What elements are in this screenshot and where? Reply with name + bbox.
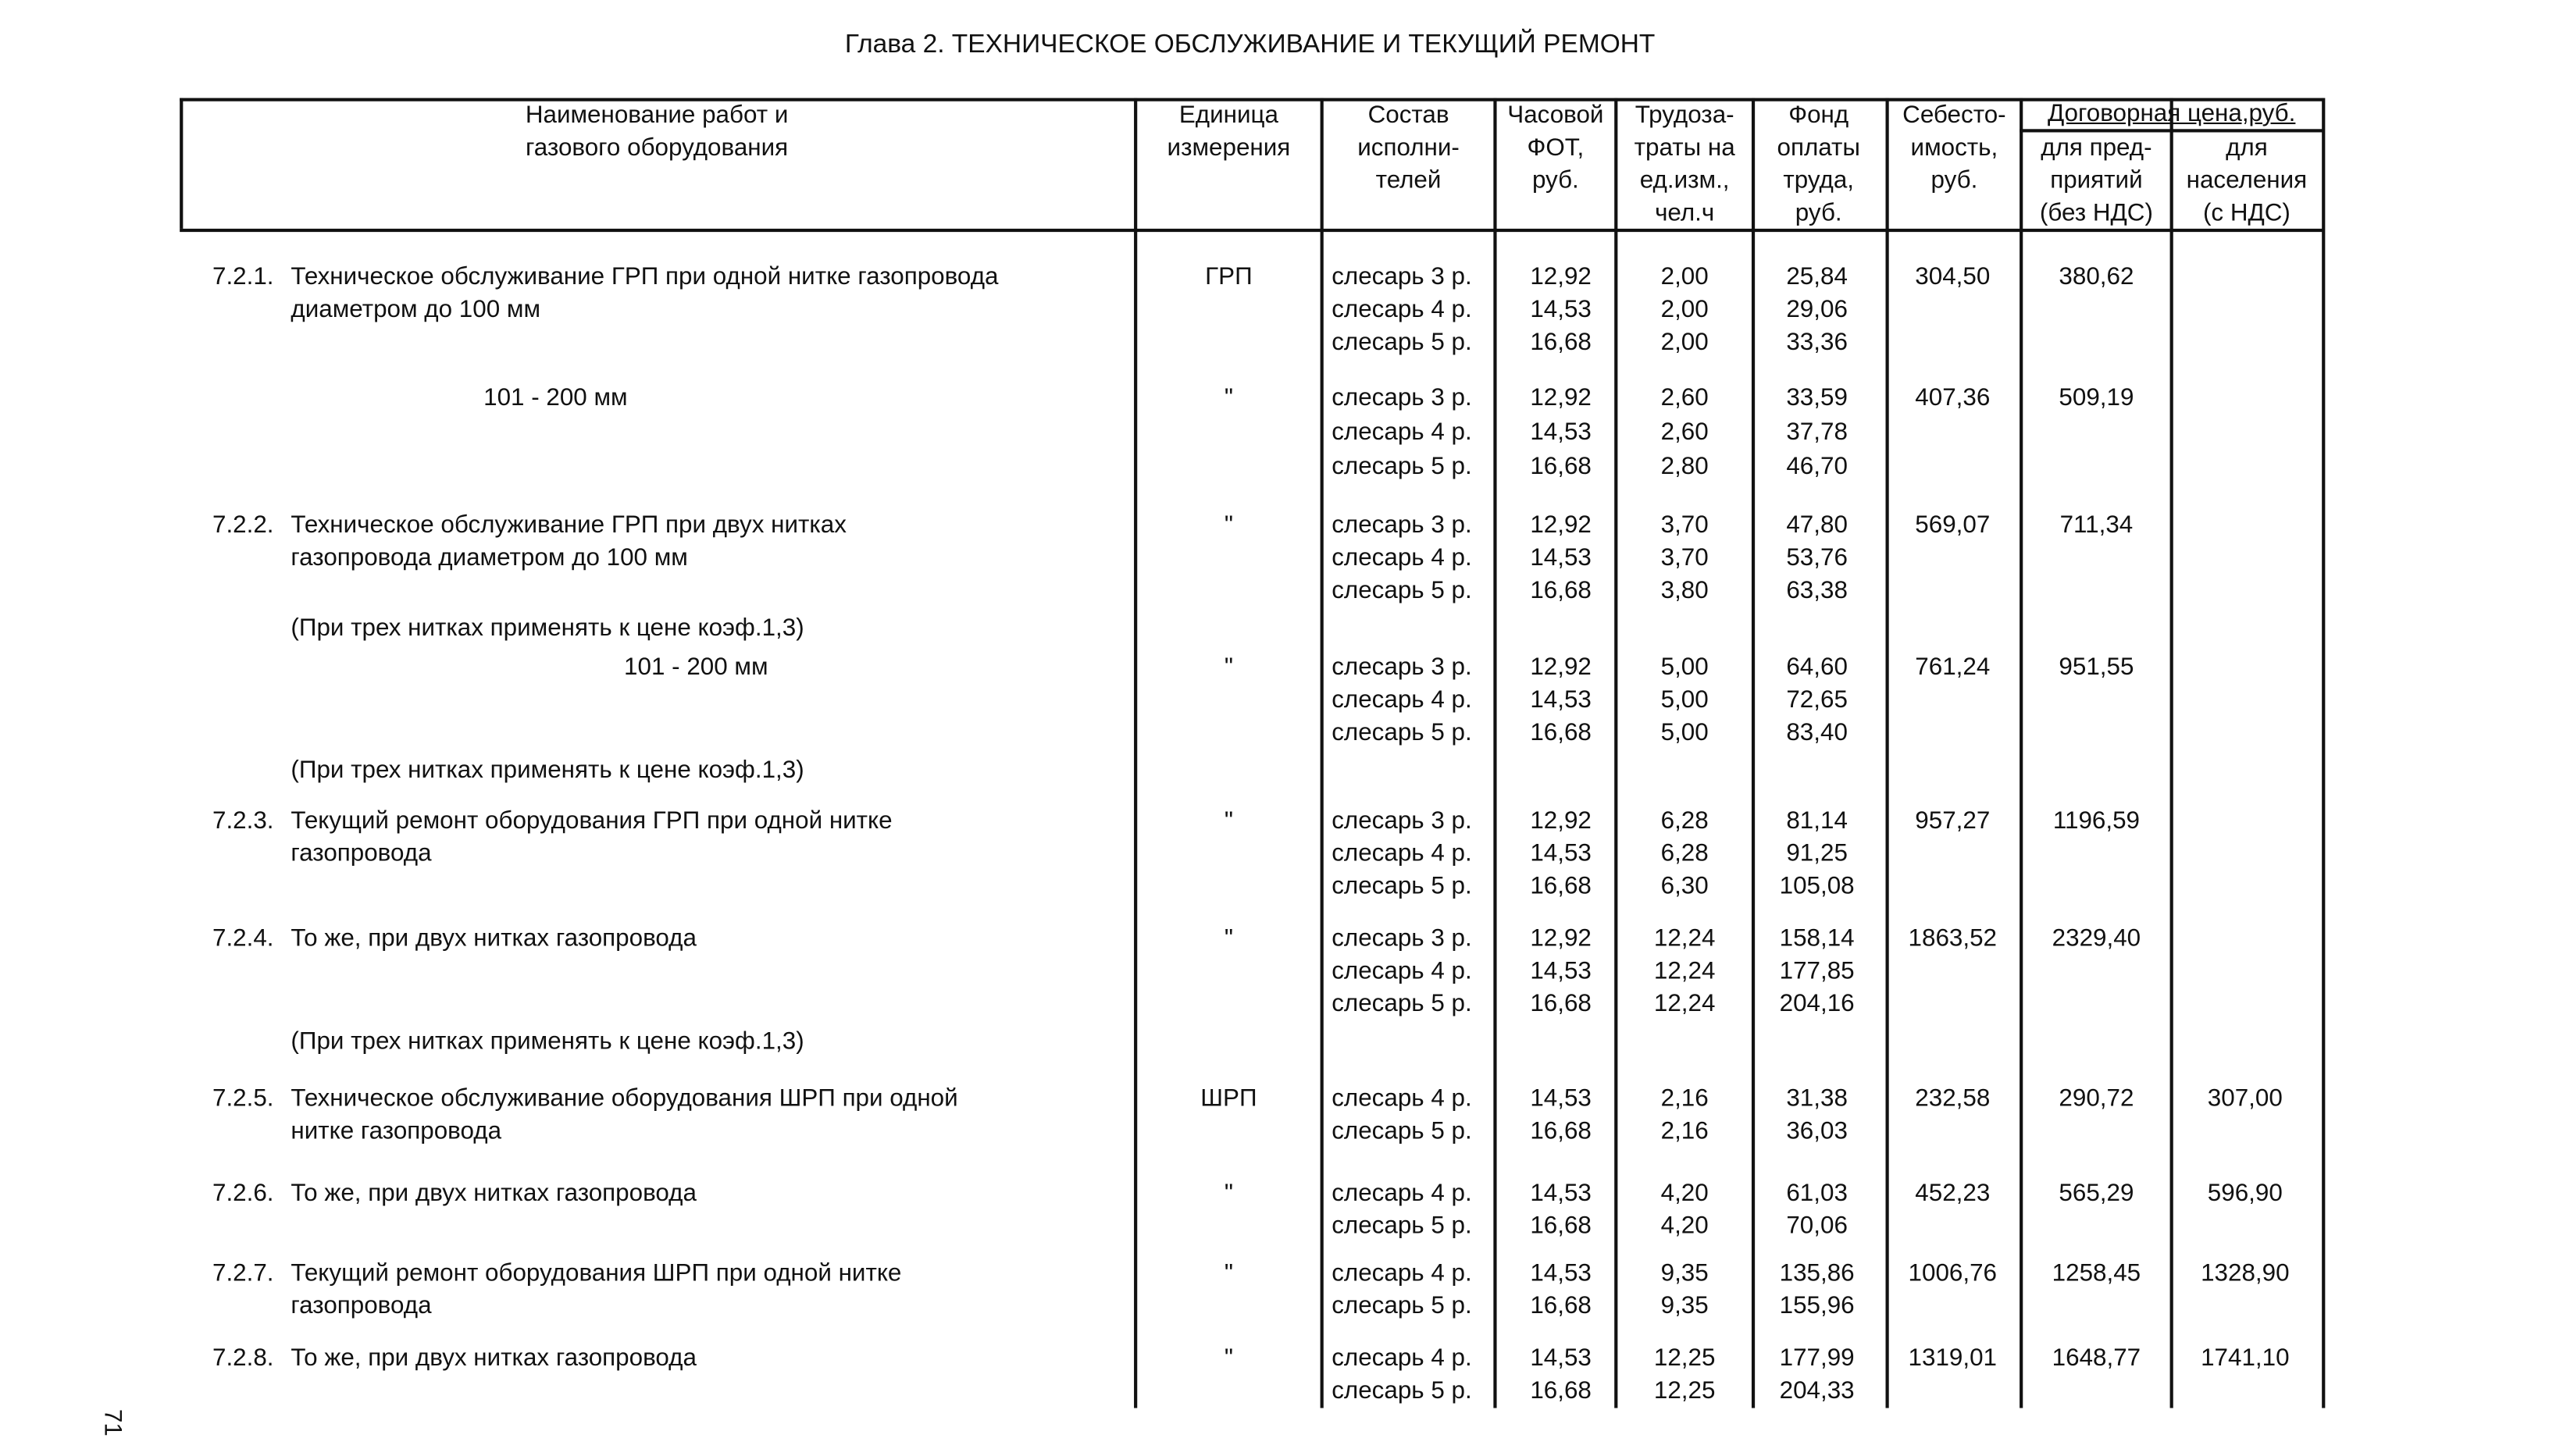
cost-cell: 407,36 [1915,383,1991,412]
labor-hours: 6,30 [1660,872,1709,900]
price-enterprise-cell: 380,62 [2059,262,2134,291]
page-number: 71 [98,1408,127,1436]
wage-fund: 61,03 [1786,1179,1848,1208]
worker-grade: слесарь 5 р. [1332,328,1472,357]
unit-cell: " [1224,1344,1233,1372]
item-note: (При трех нитках применять к цене коэф.1,3) [291,1027,804,1056]
labor-hours: 4,20 [1660,1179,1709,1208]
item-name: Техническое обслуживание ГРП при одной нитке газопровода [291,262,999,291]
header-price-pop: населения [2186,166,2308,194]
price-enterprise-cell: 1196,59 [2052,806,2140,835]
labor-hours: 12,24 [1653,924,1716,952]
item-name: газопровода [291,839,432,868]
hourly-rate: 16,68 [1530,989,1592,1018]
unit-cell: " [1224,653,1233,682]
item-name: То же, при двух нитках газопровода [291,924,697,952]
labor-hours: 12,25 [1653,1344,1716,1372]
wage-fund: 70,06 [1786,1212,1848,1241]
item-number: 7.2.2. [212,511,274,539]
labor-hours: 4,20 [1660,1212,1709,1241]
cost-cell: 1319,01 [1908,1344,1998,1372]
hourly-rate: 14,53 [1530,1344,1592,1372]
header-fund: руб. [1795,199,1842,227]
labor-hours: 2,16 [1660,1117,1709,1145]
worker-grade: слесарь 4 р. [1332,418,1472,447]
item-number: 7.2.5. [212,1084,274,1112]
header-labor: ед.изм., [1639,166,1730,194]
header-fund: Фонд [1788,101,1849,130]
worker-grade: слесарь 5 р. [1332,452,1472,481]
price-enterprise-cell: 1648,77 [2052,1344,2141,1372]
header-price: Договорная цена,руб. [2047,99,2296,128]
unit-cell: ШРП [1200,1084,1257,1112]
chapter-title: Глава 2. ТЕХНИЧЕСКОЕ ОБСЛУЖИВАНИЕ И ТЕКУЩИЙ РЕМОНТ [844,30,1656,59]
table-vertical-line [1886,98,1888,1408]
hourly-rate: 12,92 [1530,511,1592,539]
hourly-rate: 12,92 [1530,653,1592,682]
worker-grade: слесарь 4 р. [1332,1344,1472,1372]
labor-hours: 9,35 [1660,1292,1709,1320]
hourly-rate: 12,92 [1530,383,1592,412]
hourly-rate: 14,53 [1530,685,1592,714]
unit-cell: " [1224,806,1233,835]
hourly-rate: 12,92 [1530,806,1592,835]
cost-cell: 761,24 [1915,653,1991,682]
price-enterprise-cell: 565,29 [2059,1179,2134,1208]
header-hourly: руб. [1531,166,1579,194]
price-enterprise-cell: 1258,45 [2052,1259,2141,1287]
labor-hours: 3,80 [1660,576,1709,605]
wage-fund: 81,14 [1786,806,1848,835]
item-note: (При трех нитках применять к цене коэф.1,3) [291,756,804,785]
price-enterprise-cell: 711,34 [2059,511,2134,539]
wage-fund: 64,60 [1786,653,1848,682]
hourly-rate: 12,92 [1530,924,1592,952]
hourly-rate: 14,53 [1530,1084,1592,1112]
header-labor: Трудоза- [1635,101,1734,130]
table-vertical-line [180,98,182,229]
hourly-rate: 16,68 [1530,1117,1592,1145]
price-population-cell: 596,90 [2207,1179,2283,1208]
worker-grade: слесарь 5 р. [1332,1117,1472,1145]
table-vertical-line [2322,98,2324,1408]
price-enterprise-cell: 951,55 [2059,653,2134,682]
header-labor: чел.ч [1655,199,1715,227]
item-name: Текущий ремонт оборудования ГРП при одной нитке [291,806,893,835]
header-cost: имость, [1910,133,1998,162]
hourly-rate: 14,53 [1530,543,1592,572]
header-staff: исполни- [1357,133,1460,162]
worker-grade: слесарь 3 р. [1332,383,1472,412]
header-name: Наименование работ и [525,101,789,130]
wage-fund: 105,08 [1779,872,1855,900]
header-cost: Себесто- [1902,101,2006,130]
item-note: (При трех нитках применять к цене коэф.1,3) [291,614,804,643]
item-name: нитке газопровода [291,1117,502,1145]
header-price-pop: (с НДС) [2202,199,2291,227]
header-bottom-border [180,229,2323,231]
table-vertical-line [1321,98,1323,1408]
hourly-rate: 16,68 [1530,452,1592,481]
worker-grade: слесарь 4 р. [1332,543,1472,572]
wage-fund: 158,14 [1779,924,1855,952]
item-name: Текущий ремонт оборудования ШРП при одной нитке [291,1259,902,1287]
worker-grade: слесарь 3 р. [1332,653,1472,682]
wage-fund: 177,85 [1779,957,1855,985]
header-price-ent: приятий [2050,166,2143,194]
worker-grade: слесарь 4 р. [1332,1259,1472,1287]
worker-grade: слесарь 5 р. [1332,989,1472,1018]
worker-grade: слесарь 5 р. [1332,718,1472,747]
labor-hours: 2,60 [1660,418,1709,447]
wage-fund: 31,38 [1786,1084,1848,1112]
worker-grade: слесарь 5 р. [1332,1292,1472,1320]
header-fund: труда, [1783,166,1855,194]
header-staff: телей [1375,166,1442,194]
wage-fund: 155,96 [1779,1292,1855,1320]
wage-fund: 83,40 [1786,718,1848,747]
cost-cell: 232,58 [1915,1084,1991,1112]
hourly-rate: 16,68 [1530,718,1592,747]
item-name: То же, при двух нитках газопровода [291,1179,697,1208]
labor-hours: 12,24 [1653,989,1716,1018]
hourly-rate: 14,53 [1530,1179,1592,1208]
labor-hours: 6,28 [1660,806,1709,835]
price-enterprise-cell: 509,19 [2059,383,2134,412]
table-vertical-line [1614,98,1617,1408]
hourly-rate: 14,53 [1530,418,1592,447]
labor-hours: 5,00 [1660,685,1709,714]
worker-grade: слесарь 5 р. [1332,872,1472,900]
labor-hours: 12,25 [1653,1376,1716,1405]
cost-cell: 569,07 [1915,511,1991,539]
worker-grade: слесарь 5 р. [1332,1376,1472,1405]
wage-fund: 204,16 [1779,989,1855,1018]
item-number: 7.2.7. [212,1259,274,1287]
item-name: Техническое обслуживание оборудования ШРП при одной [291,1084,958,1112]
hourly-rate: 12,92 [1530,262,1592,291]
wage-fund: 53,76 [1786,543,1848,572]
labor-hours: 12,24 [1653,957,1716,985]
item-size-range: 101 - 200 мм [483,383,628,412]
labor-hours: 2,00 [1660,262,1709,291]
item-number: 7.2.4. [212,924,274,952]
hourly-rate: 16,68 [1530,1292,1592,1320]
item-number: 7.2.8. [212,1344,274,1372]
wage-fund: 135,86 [1779,1259,1855,1287]
worker-grade: слесарь 5 р. [1332,1212,1472,1241]
labor-hours: 2,80 [1660,452,1709,481]
cost-cell: 452,23 [1915,1179,1991,1208]
header-staff: Состав [1367,101,1449,130]
wage-fund: 204,33 [1779,1376,1855,1405]
hourly-rate: 14,53 [1530,1259,1592,1287]
table-vertical-line [2170,98,2173,1408]
hourly-rate: 14,53 [1530,839,1592,868]
item-size-range: 101 - 200 мм [624,653,768,682]
wage-fund: 33,36 [1786,328,1848,357]
hourly-rate: 14,53 [1530,957,1592,985]
price-population-cell: 1328,90 [2201,1259,2290,1287]
worker-grade: слесарь 4 р. [1332,685,1472,714]
wage-fund: 47,80 [1786,511,1848,539]
header-fund: оплаты [1777,133,1860,162]
worker-grade: слесарь 3 р. [1332,262,1472,291]
header-price-ent: (без НДС) [2039,199,2153,227]
header-unit: измерения [1167,133,1291,162]
wage-fund: 36,03 [1786,1117,1848,1145]
table-vertical-line [1752,98,1754,1408]
wage-fund: 29,06 [1786,295,1848,324]
wage-fund: 37,78 [1786,418,1848,447]
item-number: 7.2.3. [212,806,274,835]
worker-grade: слесарь 3 р. [1332,924,1472,952]
cost-cell: 1863,52 [1908,924,1998,952]
worker-grade: слесарь 4 р. [1332,1084,1472,1112]
table-vertical-line [1493,98,1496,1408]
item-name: То же, при двух нитках газопровода [291,1344,697,1372]
cost-cell: 304,50 [1915,262,1991,291]
labor-hours: 2,00 [1660,328,1709,357]
labor-hours: 2,00 [1660,295,1709,324]
header-name: газового оборудования [526,133,789,162]
unit-cell: " [1224,1179,1233,1208]
item-number: 7.2.1. [212,262,274,291]
unit-cell: " [1224,924,1233,952]
header-hourly: Часовой [1507,101,1604,130]
wage-fund: 46,70 [1786,452,1848,481]
worker-grade: слесарь 3 р. [1332,511,1472,539]
wage-fund: 91,25 [1786,839,1848,868]
item-name: диаметром до 100 мм [291,295,541,324]
wage-fund: 177,99 [1779,1344,1855,1372]
hourly-rate: 14,53 [1530,295,1592,324]
hourly-rate: 16,68 [1530,328,1592,357]
item-name: газопровода [291,1292,432,1320]
labor-hours: 3,70 [1660,511,1709,539]
worker-grade: слесарь 3 р. [1332,806,1472,835]
wage-fund: 72,65 [1786,685,1848,714]
header-price-pop: для [2226,133,2268,162]
unit-cell: " [1224,383,1233,412]
hourly-rate: 16,68 [1530,872,1592,900]
header-labor: траты на [1634,133,1735,162]
labor-hours: 2,16 [1660,1084,1709,1112]
wage-fund: 63,38 [1786,576,1848,605]
unit-cell: " [1224,511,1233,539]
worker-grade: слесарь 5 р. [1332,576,1472,605]
hourly-rate: 16,68 [1530,576,1592,605]
labor-hours: 6,28 [1660,839,1709,868]
header-cost: руб. [1930,166,1978,194]
price-population-cell: 307,00 [2207,1084,2283,1112]
cost-cell: 957,27 [1915,806,1991,835]
table-vertical-line [1134,98,1136,1408]
cost-cell: 1006,76 [1908,1259,1998,1287]
labor-hours: 5,00 [1660,653,1709,682]
labor-hours: 3,70 [1660,543,1709,572]
hourly-rate: 16,68 [1530,1376,1592,1405]
hourly-rate: 16,68 [1530,1212,1592,1241]
item-number: 7.2.6. [212,1179,274,1208]
worker-grade: слесарь 4 р. [1332,295,1472,324]
header-hourly: ФОТ, [1527,133,1585,162]
worker-grade: слесарь 4 р. [1332,957,1472,985]
unit-cell: ГРП [1205,262,1253,291]
wage-fund: 25,84 [1786,262,1848,291]
labor-hours: 2,60 [1660,383,1709,412]
wage-fund: 33,59 [1786,383,1848,412]
labor-hours: 9,35 [1660,1259,1709,1287]
unit-cell: " [1224,1259,1233,1287]
labor-hours: 5,00 [1660,718,1709,747]
item-name: Техническое обслуживание ГРП при двух нитках [291,511,847,539]
table-vertical-line [2020,98,2022,1408]
price-enterprise-cell: 2329,40 [2052,924,2141,952]
header-unit: Единица [1178,101,1278,130]
price-population-cell: 1741,10 [2201,1344,2290,1372]
header-price-ent: для пред- [2041,133,2152,162]
price-enterprise-cell: 290,72 [2059,1084,2134,1112]
worker-grade: слесарь 4 р. [1332,839,1472,868]
worker-grade: слесарь 4 р. [1332,1179,1472,1208]
item-name: газопровода диаметром до 100 мм [291,543,688,572]
